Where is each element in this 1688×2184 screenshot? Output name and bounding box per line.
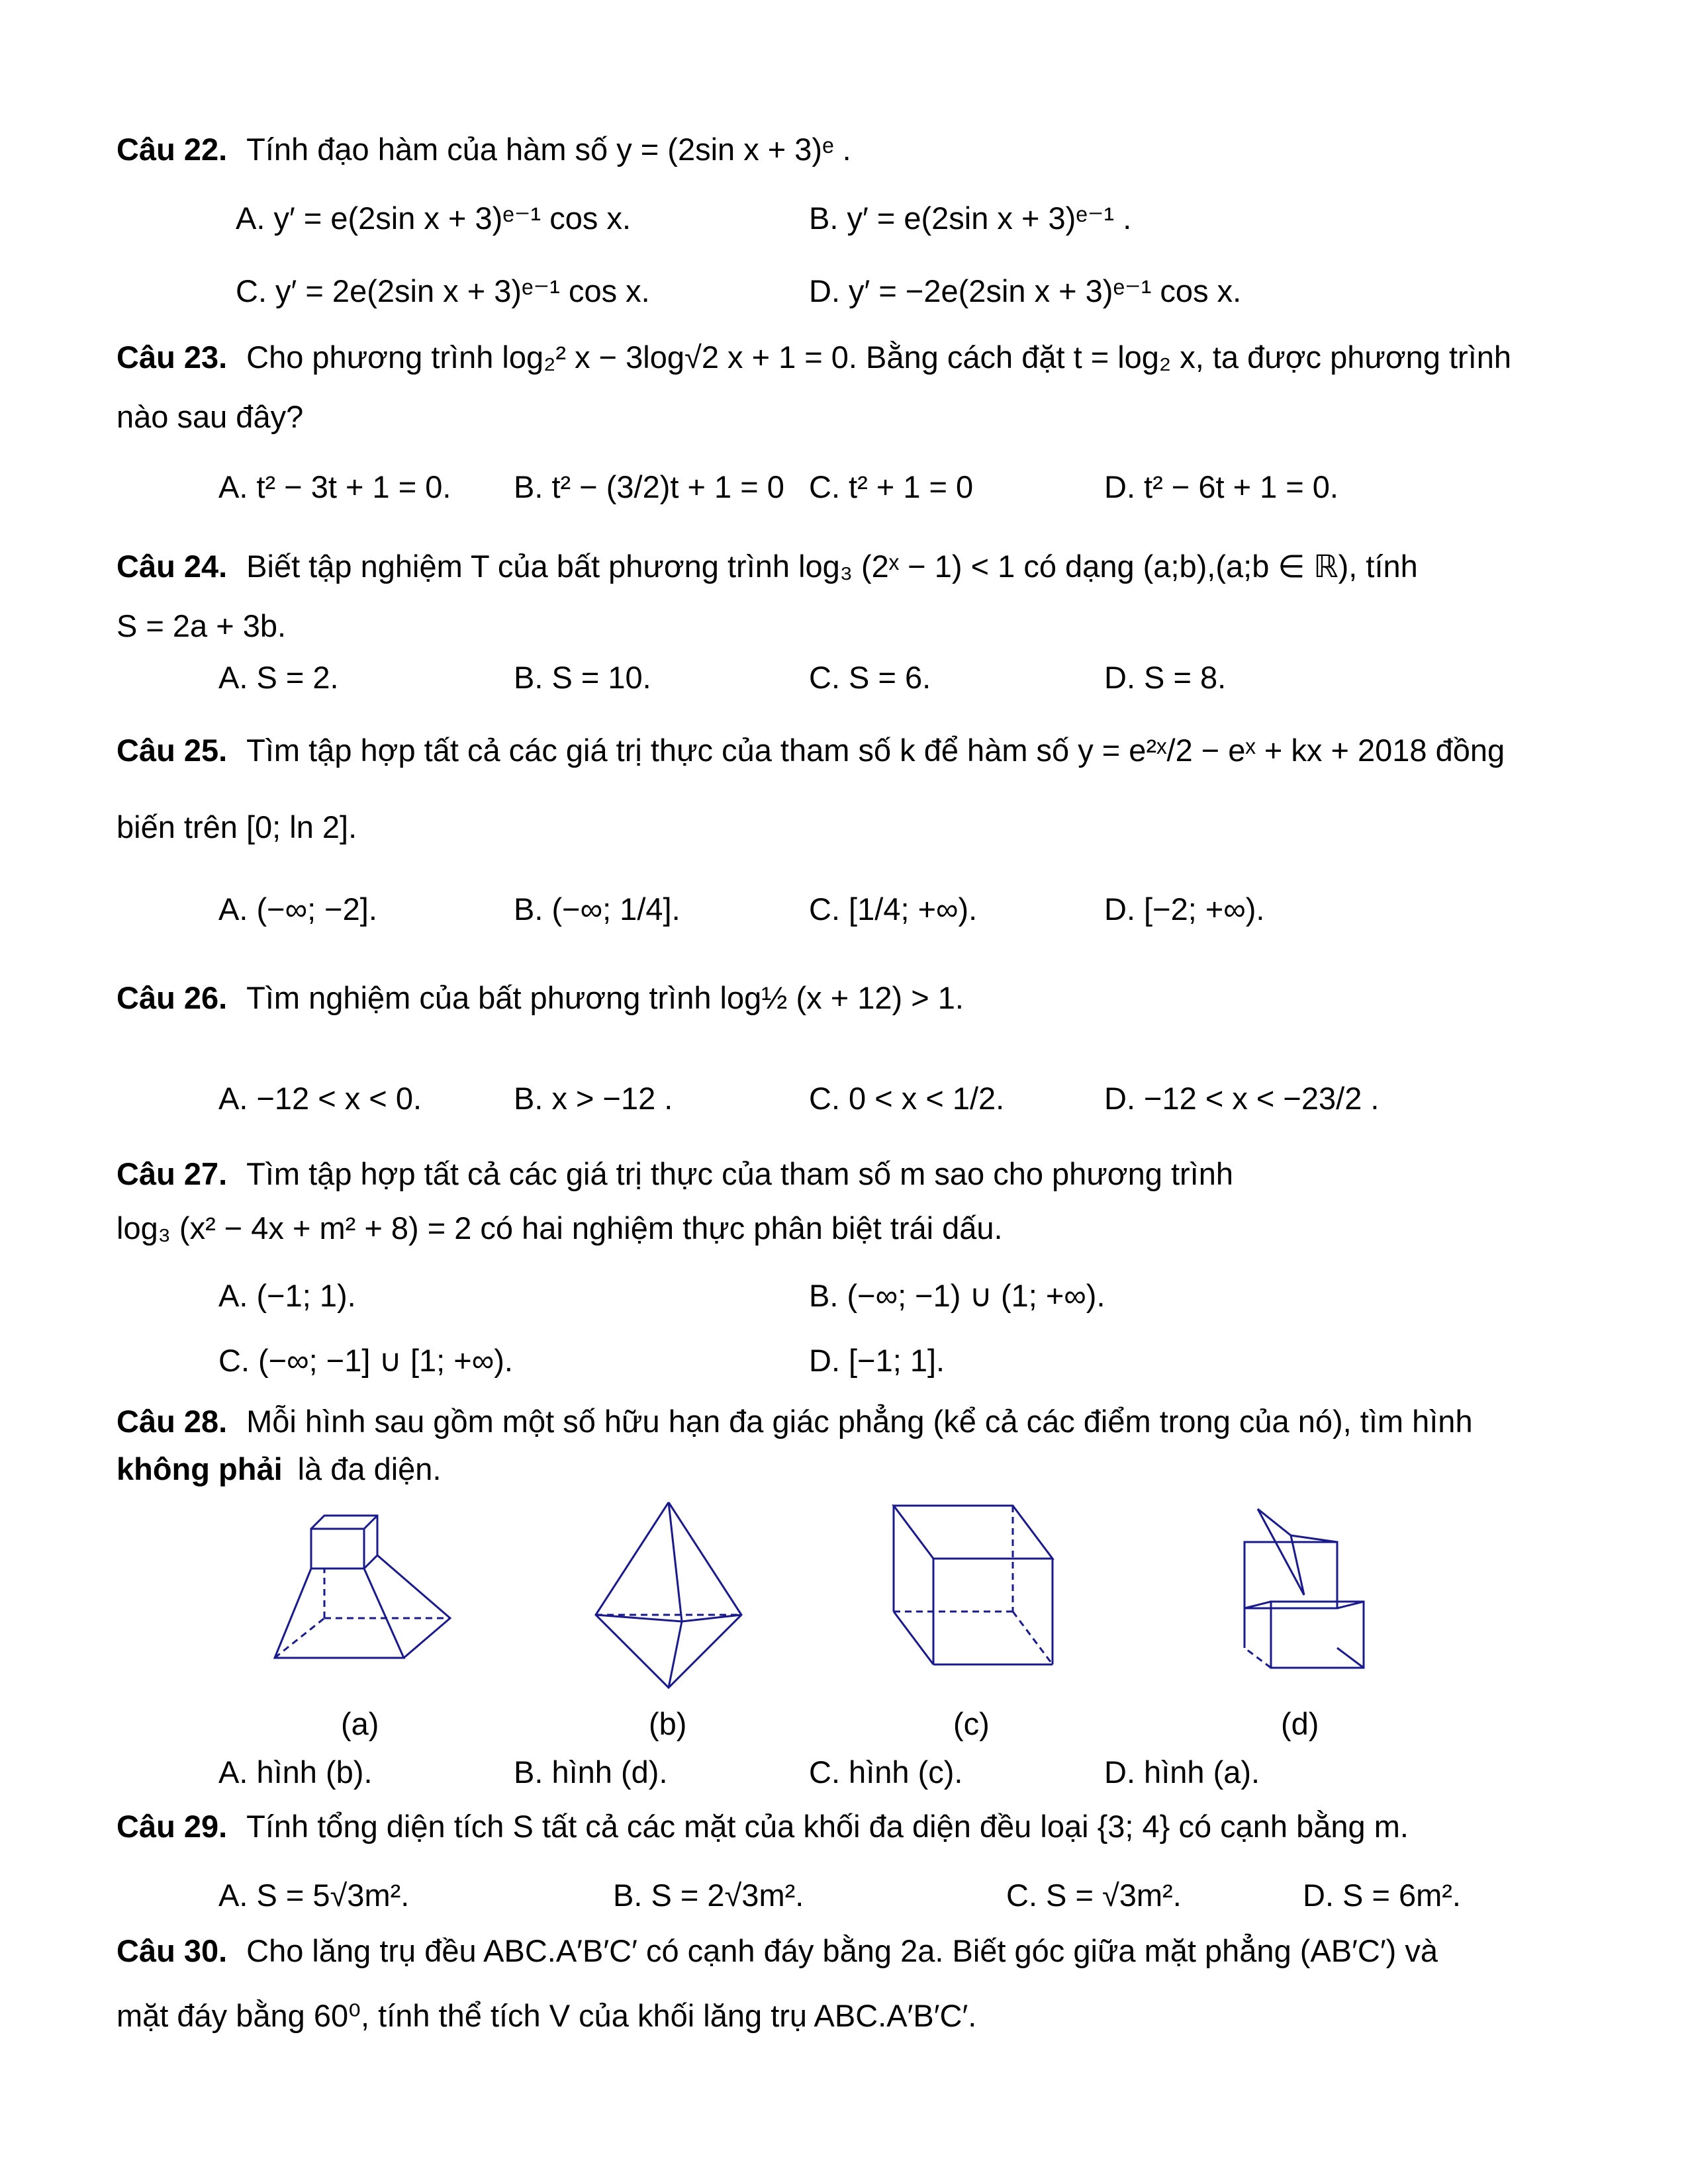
option-c: C. y′ = 2e(2sin x + 3)ᵉ⁻¹ cos x.	[236, 273, 650, 308]
figure-b-caption: (b)	[649, 1706, 687, 1741]
figure-b	[583, 1496, 755, 1694]
figure-d-caption: (d)	[1281, 1706, 1319, 1741]
option-c: C. (−∞; −1] ∪ [1; +∞).	[218, 1343, 513, 1378]
option-c: C. 0 < x < 1/2.	[809, 1081, 1005, 1116]
option-b: B. S = 10.	[514, 660, 651, 695]
question-text: Mỗi hình sau gồm một số hữu hạn đa giác phẳng (kể cả các điểm trong của nó), tìm hình	[246, 1404, 1473, 1439]
option-d: D. hình (a).	[1104, 1754, 1260, 1790]
option-b: B. (−∞; 1/4].	[514, 891, 680, 927]
question-text: Cho phương trình log₂² x − 3log√2 x + 1 = 0. Bằng cách đặt t = log₂ x, ta được phương trình	[246, 340, 1512, 375]
option-d: D. S = 6m².	[1303, 1878, 1461, 1913]
question-label: Câu 25.	[117, 733, 228, 768]
option-a: A. hình (b).	[218, 1754, 373, 1790]
question-label: Câu 23.	[117, 340, 228, 375]
option-a: A. S = 2.	[218, 660, 339, 695]
question-text: Tìm nghiệm của bất phương trình log½ (x + 12) > 1.	[246, 980, 964, 1015]
question-text-cont: S = 2a + 3b.	[117, 608, 287, 643]
option-a: A. S = 5√3m².	[218, 1878, 410, 1913]
figure-a-caption: (a)	[341, 1706, 379, 1741]
option-b: B. (−∞; −1) ∪ (1; +∞).	[809, 1278, 1105, 1313]
question-30	[117, 1931, 1438, 1972]
question-text-cont: log₃ (x² − 4x + m² + 8) = 2 có hai nghiệm thực phân biệt trái dấu.	[117, 1210, 1003, 1246]
question-text-cont: biến trên [0; ln 2].	[117, 809, 357, 844]
question-text-cont: mặt đáy bằng 60⁰, tính thể tích V của khối lăng trụ ABC.A′B′C′.	[117, 1998, 977, 2033]
option-d: D. t² − 6t + 1 = 0.	[1104, 469, 1338, 504]
option-c: C. [1/4; +∞).	[809, 891, 978, 927]
question-28	[117, 1402, 1473, 1442]
option-d: D. y′ = −2e(2sin x + 3)ᵉ⁻¹ cos x.	[809, 273, 1242, 308]
option-d: D. [−1; 1].	[809, 1343, 945, 1378]
question-text: Tính tổng diện tích S tất cả các mặt của khối đa diện đều loại {3; 4} có cạnh bằng m.	[246, 1809, 1409, 1844]
question-text: là đa diện.	[297, 1451, 442, 1486]
question-label: Câu 29.	[117, 1809, 228, 1844]
figure-d	[1231, 1496, 1390, 1688]
option-d: D. −12 < x < −23/2 .	[1104, 1081, 1380, 1116]
question-25	[117, 731, 1505, 771]
question-22	[117, 130, 851, 170]
question-text-cont: nào sau đây?	[117, 399, 304, 434]
figure-a	[265, 1502, 463, 1674]
question-text: Cho lăng trụ đều ABC.A′B′C′ có cạnh đáy bằng 2a. Biết góc giữa mặt phẳng (AB′C′) và	[246, 1933, 1438, 1968]
option-a: A. −12 < x < 0.	[218, 1081, 422, 1116]
question-text: Tìm tập hợp tất cả các giá trị thực của tham số k để hàm số y = e²ˣ/2 − eˣ + kx + 2018 đồng	[246, 733, 1505, 768]
option-c: C. t² + 1 = 0	[809, 469, 974, 504]
option-c: C. S = 6.	[809, 660, 931, 695]
question-26	[117, 978, 964, 1019]
option-d: D. [−2; +∞).	[1104, 891, 1265, 927]
question-label: Câu 26.	[117, 980, 228, 1015]
question-label: Câu 28.	[117, 1404, 228, 1439]
question-label: Câu 27.	[117, 1156, 228, 1191]
option-b: B. x > −12 .	[514, 1081, 673, 1116]
question-text: Tìm tập hợp tất cả các giá trị thực của tham số m sao cho phương trình	[246, 1156, 1233, 1191]
question-label: Câu 22.	[117, 132, 228, 167]
question-label: Câu 24.	[117, 549, 228, 584]
option-a: A. t² − 3t + 1 = 0.	[218, 469, 451, 504]
question-text: Tính đạo hàm của hàm số y = (2sin x + 3)ᵉ .	[246, 132, 851, 167]
option-b: B. hình (d).	[514, 1754, 668, 1790]
question-text-cont	[117, 1449, 442, 1490]
emphasis-text: không phải	[117, 1451, 283, 1486]
question-text: Biết tập nghiệm T của bất phương trình log₃ (2ˣ − 1) < 1 có dạng (a;b),(a;b ∈ ℝ), tính	[246, 549, 1418, 584]
option-c: C. S = √3m².	[1006, 1878, 1182, 1913]
option-b: B. t² − (3/2)t + 1 = 0	[514, 469, 784, 504]
question-24	[117, 547, 1418, 587]
option-a: A. (−∞; −2].	[218, 891, 377, 927]
figure-c-caption: (c)	[953, 1706, 990, 1741]
question-29	[117, 1807, 1409, 1847]
figure-c	[880, 1499, 1079, 1684]
option-b: B. S = 2√3m².	[613, 1878, 804, 1913]
option-a: A. y′ = e(2sin x + 3)ᵉ⁻¹ cos x.	[236, 201, 632, 236]
option-a: A. (−1; 1).	[218, 1278, 356, 1313]
question-27	[117, 1154, 1233, 1195]
question-label: Câu 30.	[117, 1933, 228, 1968]
option-d: D. S = 8.	[1104, 660, 1227, 695]
option-b: B. y′ = e(2sin x + 3)ᵉ⁻¹ .	[809, 201, 1132, 236]
option-c: C. hình (c).	[809, 1754, 963, 1790]
question-23	[117, 338, 1511, 378]
